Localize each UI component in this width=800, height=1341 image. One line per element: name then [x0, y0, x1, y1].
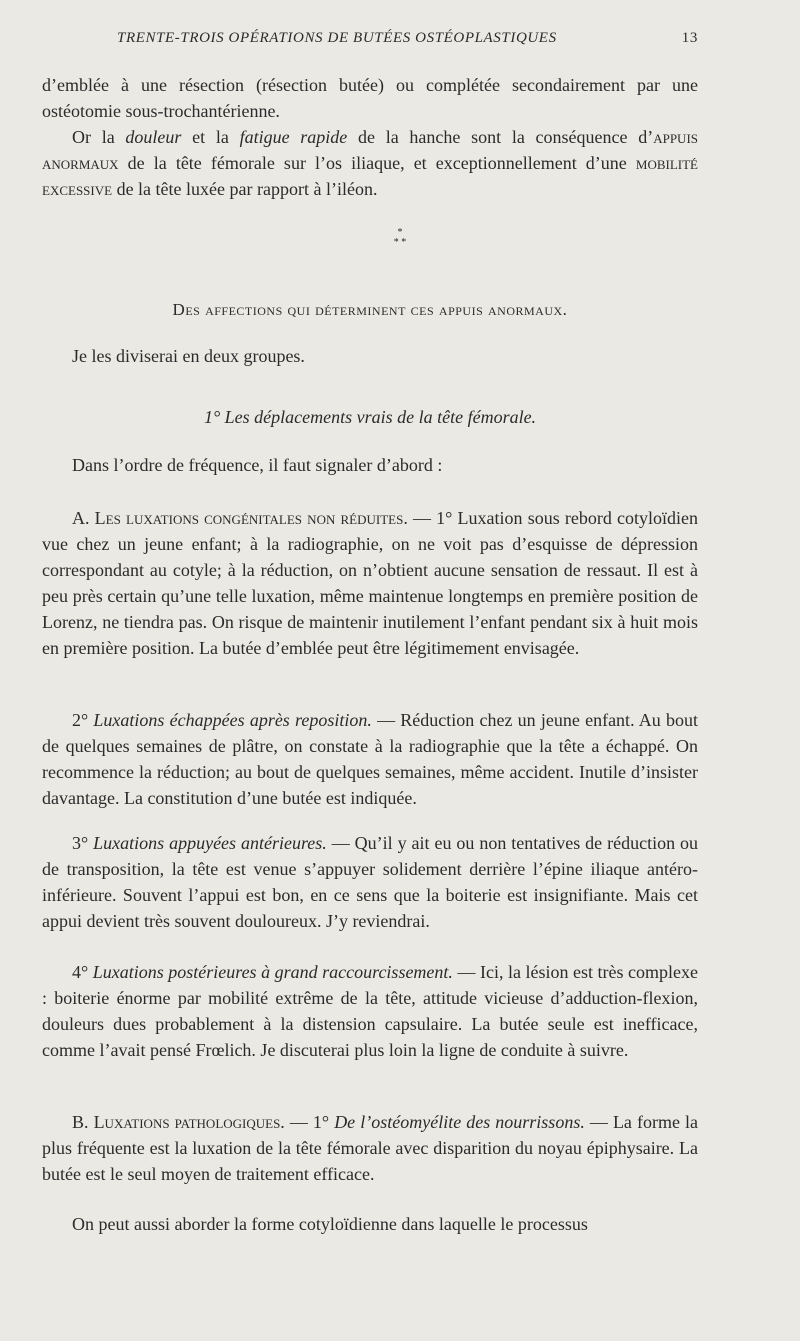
page-number: 13 — [681, 30, 698, 46]
A3-num: 3° — [72, 833, 94, 853]
paragraph-last: On peut aussi aborder la forme cotyloïdienne dans laquelle le processus — [72, 1214, 588, 1234]
running-title: TRENTE-TROIS OPÉRATIONS DE BUTÉES OSTÉOPLASTIQUES — [117, 30, 557, 46]
A-text: — 1° Luxation sous rebord cotyloïdien vue chez un jeune enfant; à la radiographie, on ne voit pas d’esquisse de dépression correspondant au cotyle; à la réduction, on n’obtient aucune sensation de ressaut. Il est à peu près certain qu’une telle luxation, même maintenue longtemps en première position de Lorenz, ne tiendra pas. On risque de maintenir inutilement l’enfant pendant six à huit mois en première position. La butée d’emblée peut être légitimement envisagée. — [42, 508, 699, 658]
p2-fatigue: fatigue rapide — [239, 127, 348, 147]
A2-heading: Luxations échappées après reposition. — [93, 710, 372, 730]
paragraph-B — [42, 1109, 698, 1187]
section-title: Des affections qui déterminent ces appuis anormaux. — [172, 300, 568, 319]
subsection-title: 1° Les déplacements vrais de la tête fémorale. — [203, 407, 537, 427]
paragraph-A4 — [42, 959, 698, 1063]
paragraph-order: Dans l’ordre de fréquence, il faut signaler d’abord : — [72, 455, 443, 475]
p2-c: et la — [181, 127, 240, 147]
asterism-bottom: * * — [393, 237, 407, 248]
B-sub: De l’ostéomyélite des nourrissons. — [334, 1112, 585, 1132]
running-header — [42, 30, 698, 52]
paragraph-douleur — [42, 124, 698, 202]
B-dash: — 1° — [284, 1112, 335, 1132]
p2-douleur: douleur — [125, 127, 182, 147]
section-asterism — [0, 228, 800, 248]
A2-num: 2° — [72, 710, 94, 730]
p2-e: de la hanche sont la conséquence d’ — [347, 127, 654, 147]
A4-num: 4° — [72, 962, 93, 982]
A4-heading: Luxations postérieures à grand raccourcissement. — [92, 962, 453, 982]
paragraph-A — [42, 505, 698, 661]
B-text: — La forme la plus fréquente est la luxation de la tête fémorale avec disparition du noyau épiphysaire. La butée est le seul moyen de traitement efficace. — [42, 1112, 698, 1184]
A3-text: — Qu’il y ait eu ou non tentatives de réduction ou de transposition, la tête est venue s’appuyer solidement derrière l’épine iliaque antéro-inférieure. Souvent l’appui est bon, en ce sens que la boiterie est insignifiante. Mais cet appui devient très souvent douloureux. J’y reviendrai. — [42, 833, 699, 931]
paragraph-A3 — [42, 830, 698, 934]
paragraph-continuation: d’emblée à une résection (résection butée) ou complétée secondairement par une ostéotomie sous-trochantérienne. — [42, 75, 698, 121]
p2-i: de la tête luxée par rapport à l’iléon. — [112, 179, 378, 199]
A-heading: Les luxations congénitales non réduites. — [94, 508, 408, 528]
A3-heading: Luxations appuyées antérieures. — [93, 833, 327, 853]
B-heading: Luxations pathologiques. — [93, 1112, 285, 1132]
A2-text: — Réduction chez un jeune enfant. Au bout de quelques semaines de plâtre, on constate à la radiographie que la tête a échappé. On recommence la réduction; au bout de quelques semaines, même accident. Inutile d’insister davantage. La constitution d’une butée est indiquée. — [42, 710, 698, 808]
p2-mobilite: mobilité excessive — [42, 153, 698, 199]
paragraph-A2 — [42, 707, 698, 811]
asterism-top: * — [397, 227, 403, 238]
p2-appuis: appuis anormaux — [42, 127, 698, 173]
p2-g: de la tête fémorale sur l’os iliaque, et exceptionnellement d’une — [118, 153, 636, 173]
paragraph-groups: Je les diviserai en deux groupes. — [72, 346, 305, 366]
A-label: A. — [72, 508, 95, 528]
A4-text: — Ici, la lésion est très complexe : boiterie énorme par mobilité extrême de la tête, attitude vicieuse d’adduction-flexion, douleurs dues probablement à la distension capsulaire. La butée seule est inefficace, comme l’avait pensé Frœlich. Je discuterai plus loin la ligne de conduite à suivre. — [42, 962, 698, 1060]
p2-a: Or la — [72, 127, 126, 147]
B-label: B. — [72, 1112, 94, 1132]
